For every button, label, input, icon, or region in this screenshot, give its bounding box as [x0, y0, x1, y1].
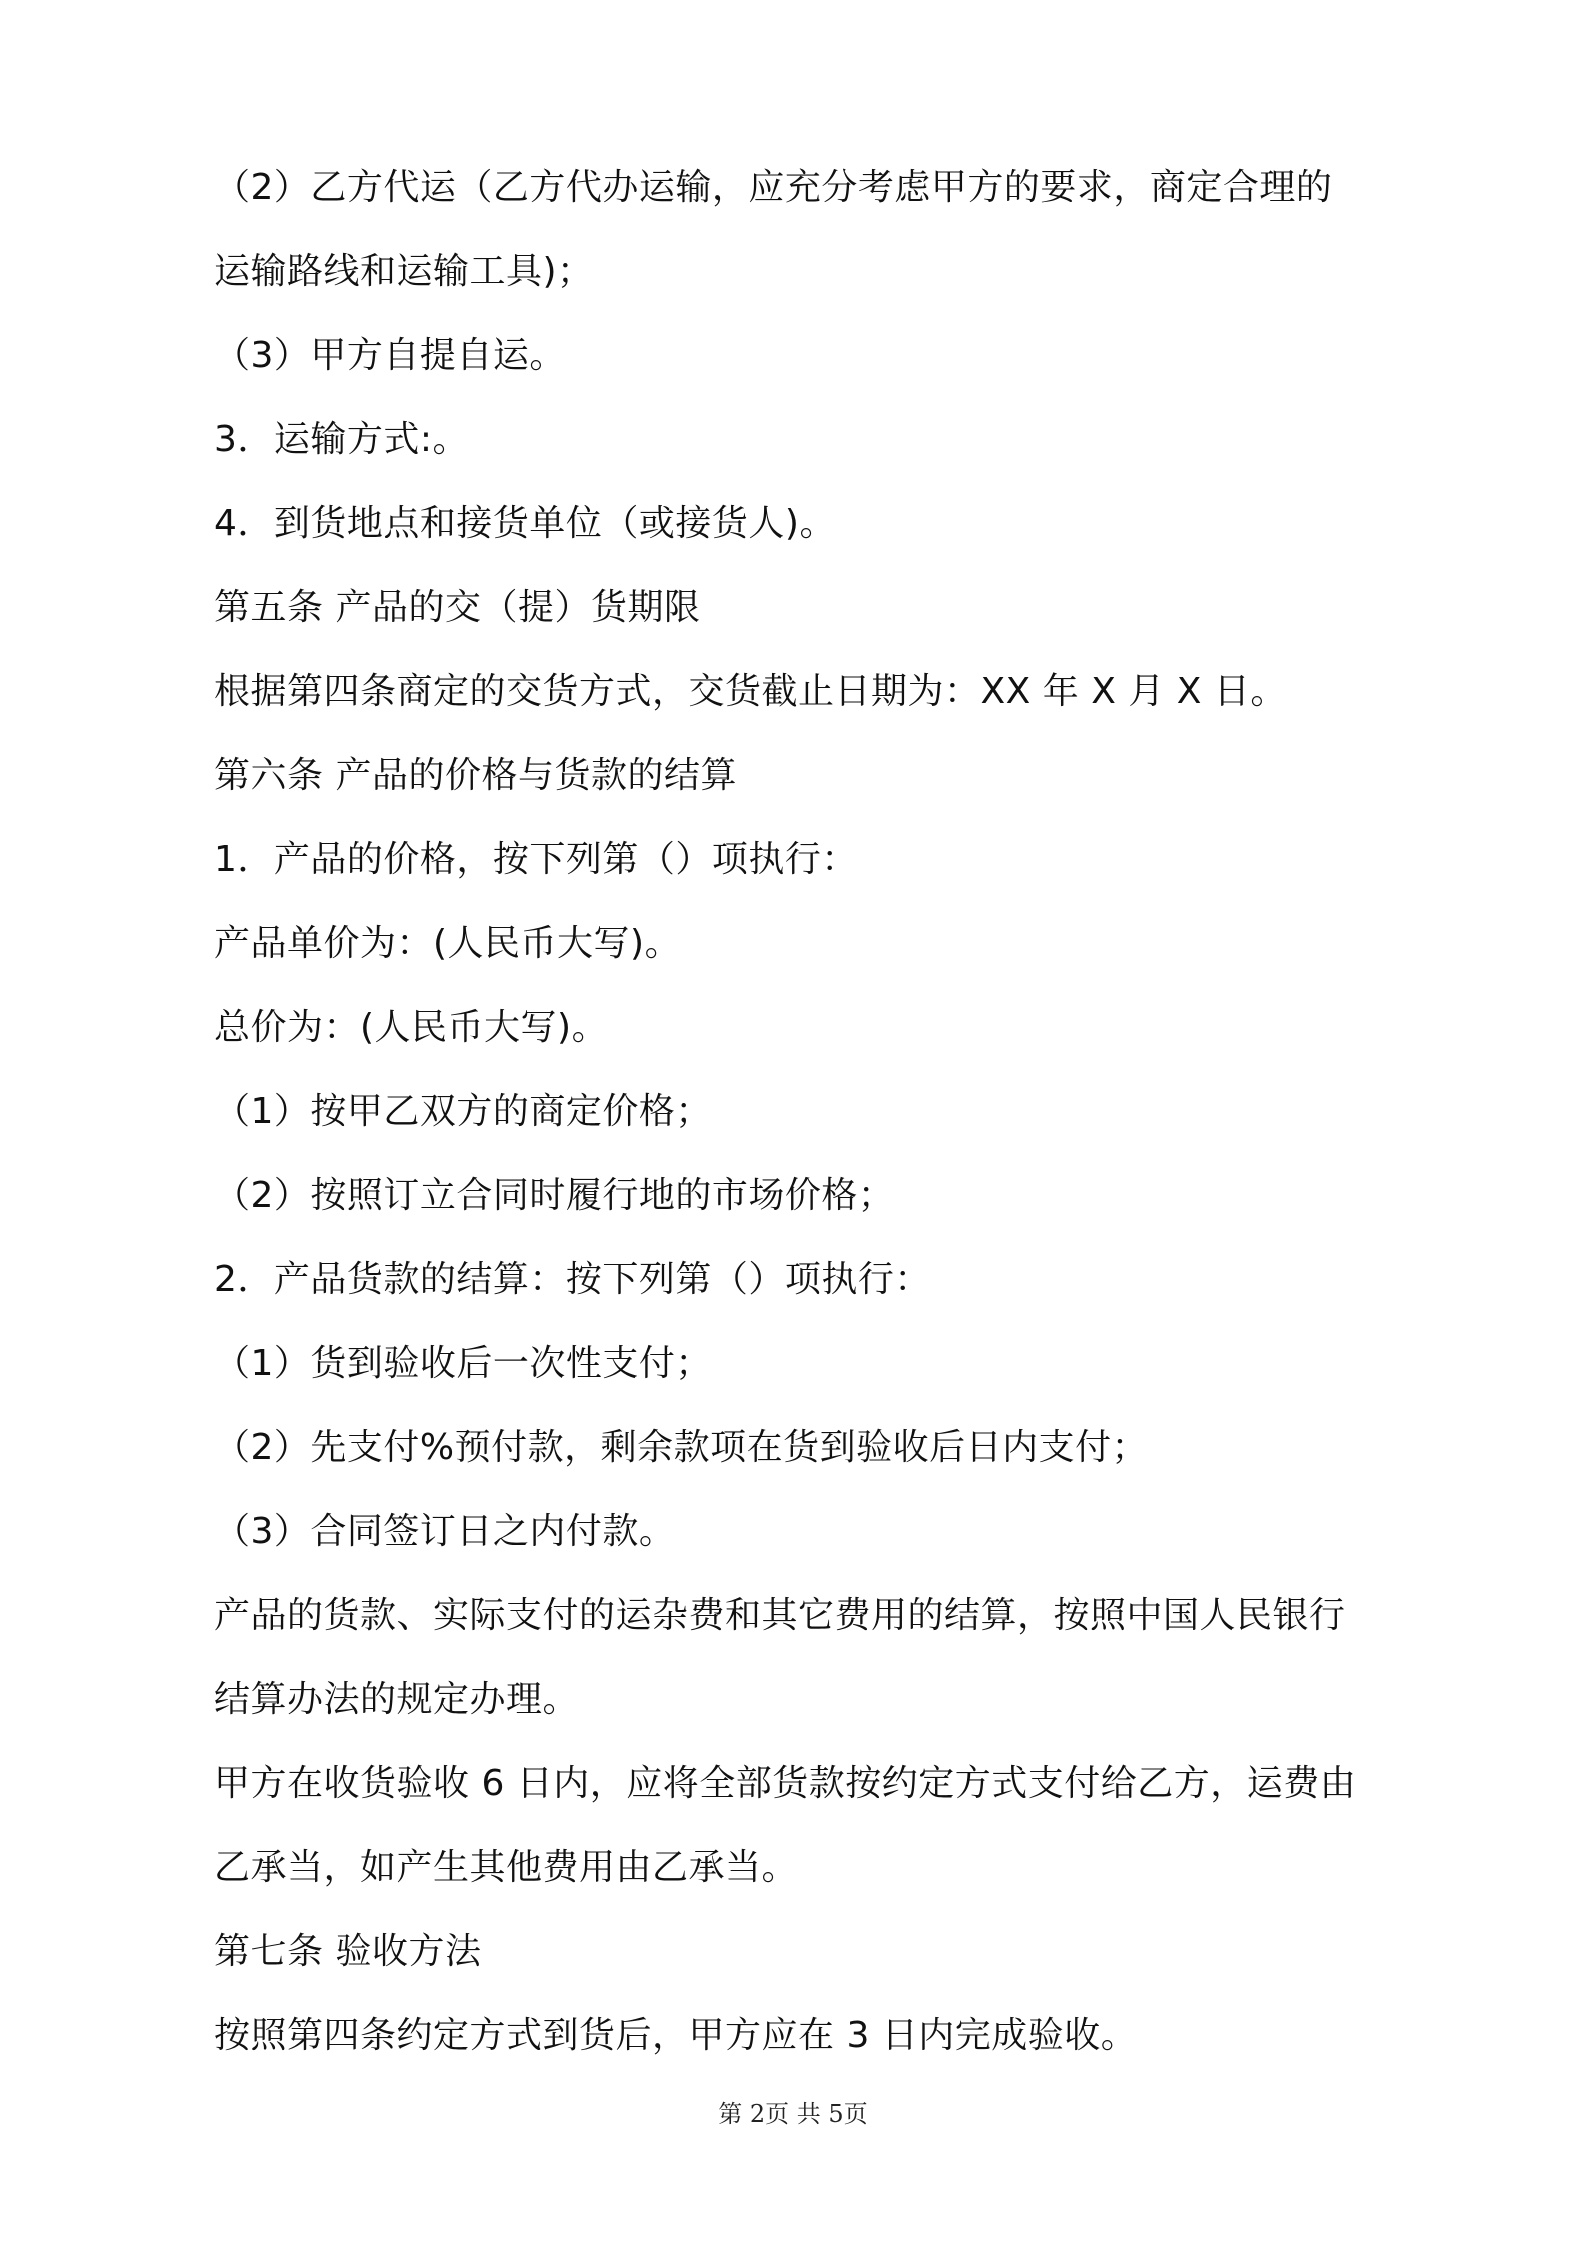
- text-line: 结算办法的规定办理。: [214, 1679, 580, 1720]
- text-line: （2）乙方代运（乙方代办运输，应充分考虑甲方的要求，商定合理的: [214, 167, 1333, 208]
- section-heading: 第五条 产品的交（提）货期限: [214, 587, 701, 628]
- text-line: 按照第四条约定方式到货后，甲方应在 3 日内完成验收。: [214, 2015, 1138, 2056]
- text-line: 1．产品的价格，按下列第（）项执行：: [214, 839, 858, 880]
- text-line: 总价为：(人民币大写)。: [214, 1007, 609, 1048]
- text-line: 产品单价为：(人民币大写)。: [214, 923, 682, 964]
- text-line: 3．运输方式:。: [214, 419, 470, 460]
- text-line: 产品的货款、实际支付的运杂费和其它费用的结算，按照中国人民银行: [214, 1595, 1346, 1636]
- text-line: （2）按照订立合同时履行地的市场价格；: [214, 1175, 895, 1216]
- text-line: 2．产品货款的结算：按下列第（）项执行：: [214, 1259, 931, 1300]
- text-line: （1）按甲乙双方的商定价格；: [214, 1091, 712, 1132]
- text-line: 甲方在收货验收 6 日内，应将全部货款按约定方式支付给乙方，运费由: [214, 1763, 1357, 1804]
- text-line: （2）先支付%预付款，剩余款项在货到验收后日内支付；: [214, 1427, 1149, 1468]
- text-line: （1）货到验收后一次性支付；: [214, 1343, 712, 1384]
- section-heading: 第七条 验收方法: [214, 1931, 482, 1972]
- section-heading: 第六条 产品的价格与货款的结算: [214, 755, 737, 796]
- text-line: （3）甲方自提自运。: [214, 335, 566, 376]
- text-line: 根据第四条商定的交货方式，交货截止日期为：XX 年 X 月 X 日。: [214, 671, 1287, 712]
- text-line: 4．到货地点和接货单位（或接货人)。: [214, 503, 836, 544]
- text-line: 运输路线和运输工具)；: [214, 251, 594, 292]
- text-line: 乙承当，如产生其他费用由乙承当。: [214, 1847, 799, 1888]
- page-number-footer: 第 2页 共 5页: [718, 2100, 868, 2128]
- text-line: （3）合同签订日之内付款。: [214, 1511, 676, 1552]
